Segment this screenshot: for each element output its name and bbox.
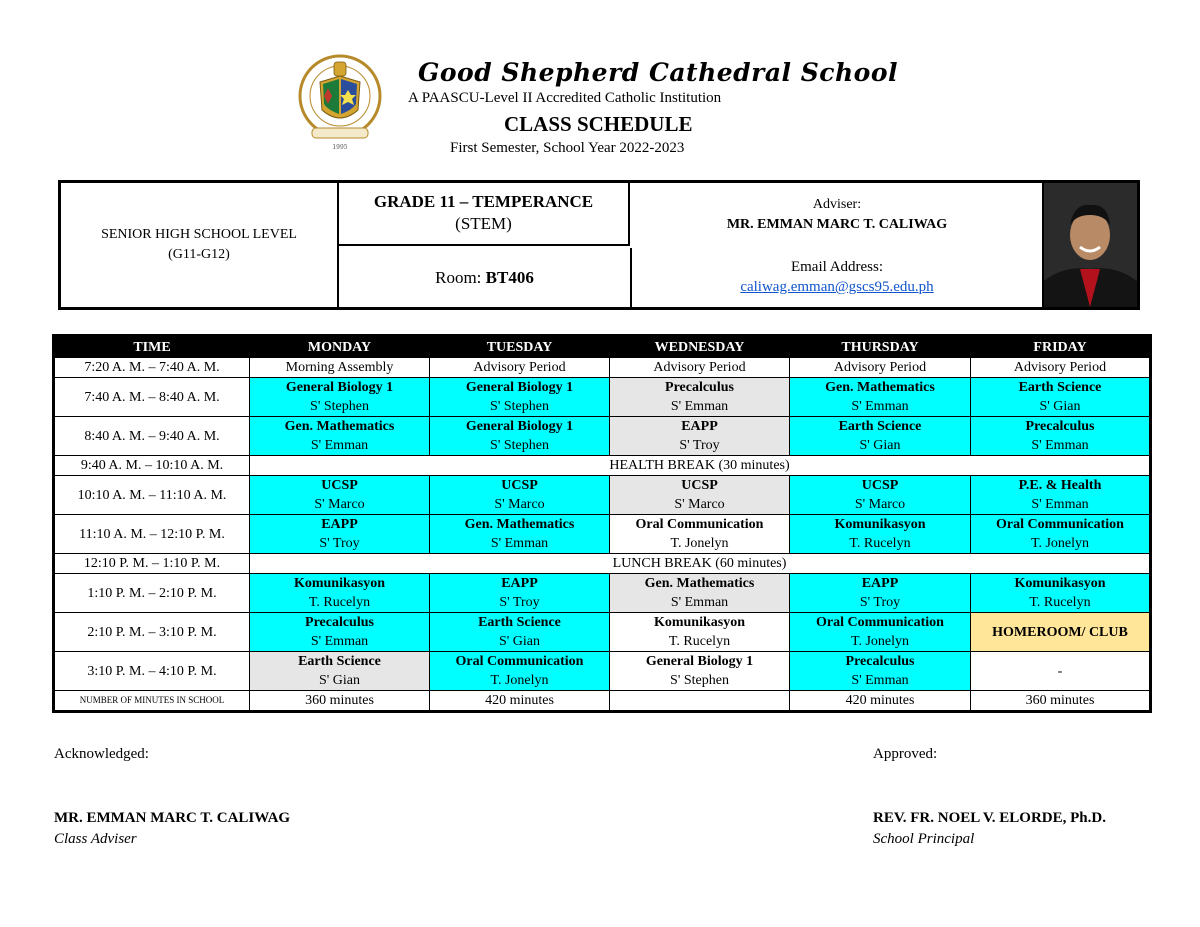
principal-signatory-role: School Principal	[873, 831, 975, 847]
time-cell: 11:10 A. M. – 12:10 P. M.	[54, 515, 250, 554]
teacher: T. Jonelyn	[670, 536, 729, 551]
teacher: S' Gian	[859, 438, 901, 453]
table-row	[54, 378, 1151, 417]
adviser-photo	[1044, 183, 1137, 307]
table-row	[54, 358, 1151, 378]
acknowledged-label: Acknowledged:	[54, 746, 149, 762]
teacher: S' Emman	[851, 673, 909, 688]
class-cell	[610, 476, 790, 515]
accreditation-line: A PAASCU-Level II Accredited Catholic Institution	[408, 90, 722, 106]
teacher: S' Emman	[1031, 438, 1089, 453]
table-row	[54, 456, 1151, 476]
teacher: S' Marco	[854, 497, 906, 512]
class-cell	[430, 652, 610, 691]
adviser-signatory-name: MR. EMMAN MARC T. CALIWAG	[54, 810, 291, 826]
adviser-signatory-role: Class Adviser	[54, 831, 137, 847]
class-cell	[610, 574, 790, 613]
email-link[interactable]: caliwag.emman@gscs95.edu.ph	[740, 279, 934, 295]
header-thursday: THURSDAY	[790, 336, 971, 358]
class-cell	[250, 378, 430, 417]
class-cell: Advisory Period	[430, 358, 610, 378]
subject: Precalculus	[845, 654, 915, 669]
teacher: S' Emman	[490, 536, 549, 551]
class-cell	[971, 515, 1151, 554]
subject: Earth Science	[1018, 380, 1102, 395]
teacher: S' Stephen	[310, 399, 369, 414]
subject: General Biology 1	[285, 380, 394, 395]
lunch-break-cell: LUNCH BREAK (60 minutes)	[250, 554, 1151, 574]
subject: Komunikasyon	[834, 517, 926, 532]
class-cell	[610, 652, 790, 691]
table-row	[54, 417, 1151, 456]
teacher: S' Marco	[494, 497, 545, 512]
table-row	[54, 515, 1151, 554]
level-cell	[61, 183, 339, 307]
teacher: T. Rucelyn	[308, 595, 371, 610]
teacher: S' Troy	[859, 595, 901, 610]
class-cell	[971, 574, 1151, 613]
subject: Earth Science	[838, 419, 922, 434]
school-seal-logo	[292, 48, 388, 154]
class-cell	[250, 515, 430, 554]
class-cell	[971, 476, 1151, 515]
document-title: CLASS SCHEDULE	[504, 112, 693, 136]
teacher: S' Emman	[851, 399, 909, 414]
time-cell: 12:10 P. M. – 1:10 P. M.	[54, 554, 250, 574]
subject: General Biology 1	[465, 419, 574, 434]
header-monday: MONDAY	[250, 336, 430, 358]
class-cell	[790, 515, 971, 554]
time-cell: 10:10 A. M. – 11:10 A. M.	[54, 476, 250, 515]
teacher: T. Rucelyn	[849, 536, 911, 551]
principal-signatory-name: REV. FR. NOEL V. ELORDE, Ph.D.	[873, 810, 1106, 826]
time-cell: 8:40 A. M. – 9:40 A. M.	[54, 417, 250, 456]
header-tuesday: TUESDAY	[430, 336, 610, 358]
subject: Oral Communication	[635, 517, 764, 532]
teacher: S' Troy	[499, 595, 540, 610]
subject: Oral Communication	[816, 615, 944, 630]
class-cell	[790, 574, 971, 613]
table-row	[54, 613, 1151, 652]
subject: Precalculus	[305, 615, 374, 630]
class-cell	[610, 417, 790, 456]
subject: Earth Science	[478, 615, 561, 630]
time-cell: 7:20 A. M. – 7:40 A. M.	[54, 358, 250, 378]
empty-cell: -	[971, 652, 1151, 691]
header-friday: FRIDAY	[971, 336, 1151, 358]
teacher: S' Emman	[670, 595, 729, 610]
class-cell	[610, 613, 790, 652]
subject: P.E. & Health	[1018, 478, 1102, 493]
teacher: T. Jonelyn	[1030, 536, 1090, 551]
teacher: S' Emman	[670, 399, 729, 414]
teacher: S' Stephen	[670, 673, 729, 688]
minutes-row	[54, 691, 1151, 712]
class-cell	[250, 613, 430, 652]
class-cell	[790, 378, 971, 417]
teacher: S' Emman	[310, 438, 369, 453]
teacher: S' Marco	[674, 497, 725, 512]
class-cell	[790, 652, 971, 691]
teacher: S' Troy	[319, 536, 360, 551]
class-cell	[971, 417, 1151, 456]
subject: UCSP	[681, 478, 718, 493]
class-cell	[250, 574, 430, 613]
time-cell: 3:10 P. M. – 4:10 P. M.	[54, 652, 250, 691]
subject: EAPP	[321, 517, 358, 532]
class-cell	[790, 476, 971, 515]
subject: Precalculus	[665, 380, 734, 395]
teacher: S' Gian	[318, 673, 361, 688]
class-cell	[610, 378, 790, 417]
subject: Gen. Mathematics	[284, 419, 395, 434]
subject: Oral Communication	[996, 517, 1124, 532]
teacher: T. Jonelyn	[850, 634, 910, 649]
room-cell	[339, 248, 632, 307]
table-row	[54, 652, 1151, 691]
subject: EAPP	[501, 576, 538, 591]
teacher: S' Emman	[310, 634, 369, 649]
minutes-cell: 360 minutes	[250, 691, 430, 712]
grade-section-cell	[339, 183, 630, 246]
class-cell	[790, 417, 971, 456]
subject: Gen. Mathematics	[825, 380, 935, 395]
teacher: S' Stephen	[490, 399, 549, 414]
teacher: T. Rucelyn	[668, 634, 731, 649]
subject: Gen. Mathematics	[644, 576, 755, 591]
room-value: BT406	[485, 268, 534, 287]
grade-line1: GRADE 11 – TEMPERANCE	[373, 192, 594, 211]
class-cell	[430, 417, 610, 456]
minutes-label: NUMBER OF MINUTES IN SCHOOL	[54, 691, 250, 712]
adviser-name: MR. EMMAN MARC T. CALIWAG	[726, 217, 948, 232]
header-time: TIME	[54, 336, 250, 358]
class-info-box	[58, 180, 1140, 310]
subject: EAPP	[861, 576, 899, 591]
adviser-cell	[632, 183, 1044, 307]
class-cell	[610, 515, 790, 554]
subject: UCSP	[321, 478, 358, 493]
school-name: Good Shepherd Cathedral School	[418, 58, 899, 87]
subject: UCSP	[501, 478, 538, 493]
class-cell: Advisory Period	[610, 358, 790, 378]
subject: Komunikasyon	[293, 576, 386, 591]
document-header	[0, 0, 1200, 170]
table-row	[54, 574, 1151, 613]
table-row	[54, 554, 1151, 574]
teacher: S' Marco	[314, 497, 365, 512]
subject: Komunikasyon	[1014, 576, 1106, 591]
class-cell	[250, 652, 430, 691]
class-cell	[250, 476, 430, 515]
subject: Precalculus	[1025, 419, 1095, 434]
logo-year: 1995	[332, 144, 348, 151]
homeroom-cell: HOMEROOM/ CLUB	[971, 613, 1151, 652]
approved-label: Approved:	[873, 746, 938, 762]
header-wednesday: WEDNESDAY	[610, 336, 790, 358]
class-cell: Morning Assembly	[250, 358, 430, 378]
teacher: S' Stephen	[490, 438, 549, 453]
adviser-portrait	[1044, 183, 1137, 307]
subject: Gen. Mathematics	[464, 517, 575, 532]
minutes-cell: 420 minutes	[430, 691, 610, 712]
class-cell	[250, 417, 430, 456]
class-cell: Advisory Period	[790, 358, 971, 378]
teacher: S' Troy	[679, 438, 720, 453]
subject: Earth Science	[298, 654, 381, 669]
class-cell	[430, 476, 610, 515]
schedule-table	[52, 334, 1152, 713]
teacher: T. Jonelyn	[490, 673, 549, 688]
subject: Komunikasyon	[653, 615, 746, 630]
teacher: S' Emman	[1031, 497, 1089, 512]
minutes-cell: 360 minutes	[971, 691, 1151, 712]
level-line1: SENIOR HIGH SCHOOL LEVEL	[101, 227, 297, 242]
teacher: T. Rucelyn	[1029, 595, 1091, 610]
subject: UCSP	[861, 478, 899, 493]
subject: EAPP	[681, 419, 718, 434]
semester-line: First Semester, School Year 2022-2023	[450, 140, 685, 156]
time-cell: 2:10 P. M. – 3:10 P. M.	[54, 613, 250, 652]
level-line2: (G11-G12)	[168, 247, 230, 262]
class-cell: Advisory Period	[971, 358, 1151, 378]
minutes-cell	[610, 691, 790, 712]
table-header-row	[54, 336, 1151, 358]
class-cell	[430, 613, 610, 652]
adviser-label: Adviser:	[812, 197, 862, 212]
subject: General Biology 1	[465, 380, 574, 395]
grade-line2: (STEM)	[455, 214, 512, 233]
teacher: S' Gian	[498, 634, 541, 649]
class-cell	[430, 515, 610, 554]
room-label: Room:	[435, 268, 486, 287]
class-cell	[430, 574, 610, 613]
subject: Oral Communication	[455, 654, 584, 669]
table-row	[54, 476, 1151, 515]
subject: General Biology 1	[645, 654, 754, 669]
time-cell: 7:40 A. M. – 8:40 A. M.	[54, 378, 250, 417]
class-cell	[790, 613, 971, 652]
time-cell: 9:40 A. M. – 10:10 A. M.	[54, 456, 250, 476]
email-label: Email Address:	[790, 259, 884, 275]
class-cell	[430, 378, 610, 417]
time-cell: 1:10 P. M. – 2:10 P. M.	[54, 574, 250, 613]
health-break-cell: HEALTH BREAK (30 minutes)	[250, 456, 1151, 476]
teacher: S' Gian	[1039, 399, 1081, 414]
minutes-cell: 420 minutes	[790, 691, 971, 712]
class-cell	[971, 378, 1151, 417]
